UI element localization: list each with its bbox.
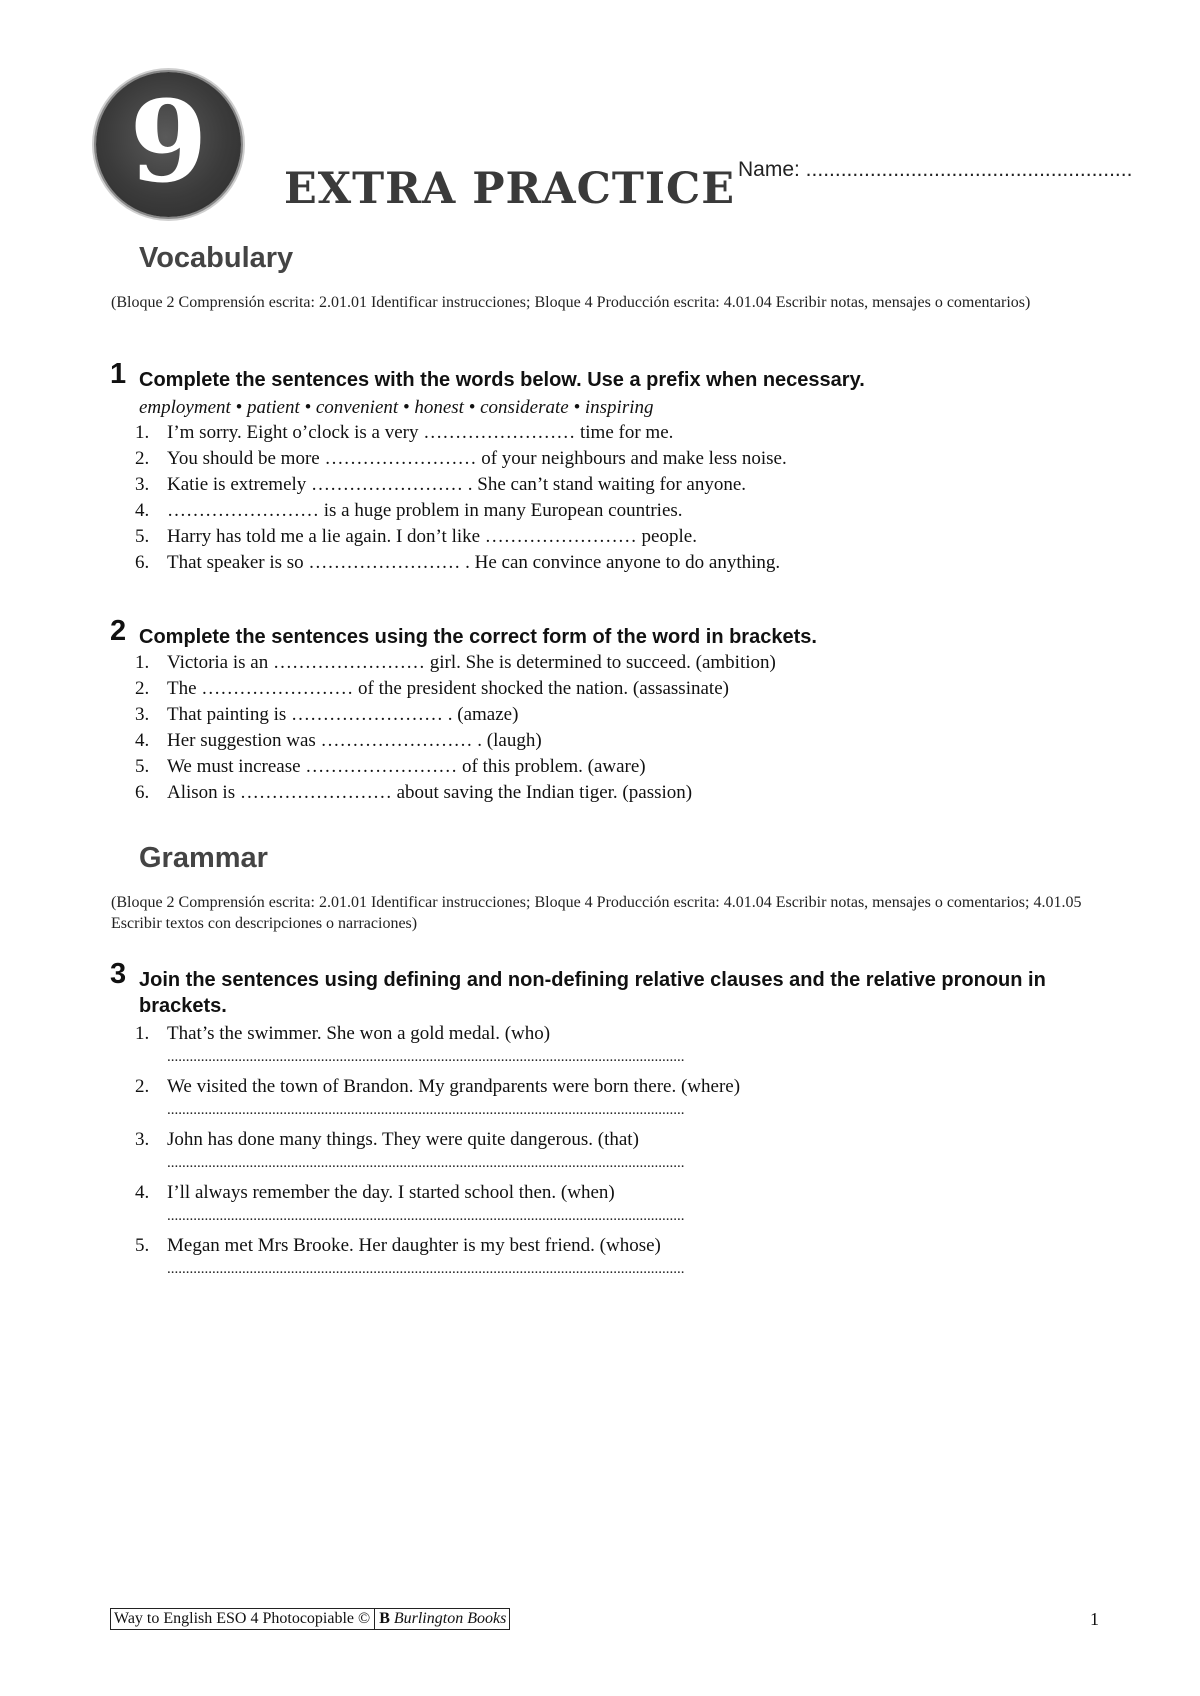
- item-number: 4.: [135, 1182, 150, 1203]
- list-item: [110, 524, 1110, 550]
- answer-line[interactable]: ..........................................................................................................................................: [167, 1261, 685, 1277]
- item-text: You should be more …………………… of your neighbours and make less noise.: [167, 448, 787, 469]
- item-number: 5.: [135, 526, 150, 547]
- book-title: Way to English ESO 4: [114, 1610, 259, 1627]
- item-text: I’ll always remember the day. I started school then. (when): [167, 1182, 615, 1203]
- divider: [374, 1609, 375, 1629]
- exercise-3-items: [110, 1021, 1110, 1279]
- item-number: 3.: [135, 1129, 150, 1150]
- exercise-1-items: [110, 420, 1110, 576]
- item-number: 2.: [135, 448, 150, 469]
- item-number: 5.: [135, 756, 150, 777]
- grammar-heading: Grammar: [139, 842, 268, 874]
- item-number: 6.: [135, 782, 150, 803]
- item-text: Alison is …………………… about saving the Indian tiger. (passion): [167, 782, 693, 803]
- exercise-number: 3: [110, 958, 127, 990]
- footer-credit: [110, 1608, 510, 1630]
- item-number: 3.: [135, 474, 150, 495]
- exercise-2: [110, 615, 1110, 806]
- answer-line[interactable]: ..........................................................................................................................................: [167, 1102, 685, 1118]
- answer-line[interactable]: ..........................................................................................................................................: [167, 1208, 685, 1224]
- word-bank: employment • patient • convenient • honest • considerate • inspiring: [139, 397, 654, 418]
- list-item: [110, 676, 1110, 702]
- list-item: [110, 780, 1110, 806]
- item-text: That speaker is so …………………… . He can convince anyone to do anything.: [167, 552, 781, 573]
- exercise-instruction: Complete the sentences with the words below. Use a prefix when necessary.: [139, 369, 865, 391]
- item-number: 1.: [135, 422, 150, 443]
- list-item: [110, 1074, 1110, 1120]
- item-text: We visited the town of Brandon. My grandparents were born there. (where): [167, 1076, 741, 1097]
- list-item: [110, 650, 1110, 676]
- grammar-curriculum-note: (Bloque 2 Comprensión escrita: 2.01.01 Identificar instrucciones; Bloque 4 Producción escrita: 4.01.04 Escribir notas, mensajes o comentarios; 4.01.05 Escribir textos con descripciones o narraciones): [111, 894, 1082, 932]
- publisher-name: Burlington Books: [393, 1610, 507, 1627]
- list-item: [110, 702, 1110, 728]
- item-text: I’m sorry. Eight o’clock is a very …………………… time for me.: [167, 422, 674, 443]
- list-item: [110, 1021, 1110, 1067]
- item-text: Harry has told me a lie again. I don’t like …………………… people.: [167, 526, 697, 547]
- item-number: 1.: [135, 1023, 150, 1044]
- item-number: 6.: [135, 552, 150, 573]
- unit-number: 9: [129, 77, 208, 208]
- exercise-1-instruction-row: [110, 358, 1110, 393]
- list-item: [110, 728, 1110, 754]
- list-item: [110, 1127, 1110, 1173]
- item-text: We must increase …………………… of this problem. (aware): [167, 756, 646, 777]
- item-text: That painting is …………………… . (amaze): [167, 704, 519, 725]
- unit-number-badge: [96, 72, 241, 217]
- list-item: [110, 498, 1110, 524]
- item-number: 2.: [135, 678, 150, 699]
- item-number: 4.: [135, 730, 150, 751]
- exercise-number: 1: [110, 358, 127, 390]
- list-item: [110, 1233, 1110, 1279]
- publisher-logo: B: [379, 1610, 390, 1627]
- list-item: [110, 1180, 1110, 1226]
- exercise-2-items: [110, 650, 1110, 806]
- exercise-3-instruction-row: [110, 958, 1089, 1019]
- list-item: [110, 472, 1110, 498]
- exercise-2-instruction-row: [110, 615, 1110, 650]
- item-number: 1.: [135, 652, 150, 673]
- item-number: 4.: [135, 500, 150, 521]
- list-item: [110, 446, 1110, 472]
- answer-line[interactable]: ..........................................................................................................................................: [167, 1049, 685, 1065]
- exercise-instruction: Join the sentences using defining and non-defining relative clauses and the relative pronoun in brackets.: [139, 969, 1046, 1017]
- list-item: [110, 550, 1110, 576]
- vocabulary-curriculum-note: (Bloque 2 Comprensión escrita: 2.01.01 Identificar instrucciones; Bloque 4 Producción escrita: 4.01.04 Escribir notas, mensajes o comentarios): [111, 294, 1031, 311]
- answer-line[interactable]: ..........................................................................................................................................: [167, 1155, 685, 1171]
- item-text: Katie is extremely …………………… . She can’t stand waiting for anyone.: [167, 474, 747, 495]
- item-text: …………………… is a huge problem in many European countries.: [167, 500, 683, 521]
- item-number: 2.: [135, 1076, 150, 1097]
- vocabulary-heading: Vocabulary: [139, 242, 294, 274]
- photocopiable-note: Photocopiable ©: [262, 1610, 371, 1627]
- exercise-1: [110, 358, 1110, 576]
- item-number: 3.: [135, 704, 150, 725]
- item-text: That’s the swimmer. She won a gold medal. (who): [167, 1023, 551, 1044]
- page-title: EXTRA PRACTICE: [284, 164, 735, 214]
- page-number: 1: [1090, 1609, 1099, 1629]
- exercise-number: 2: [110, 615, 127, 647]
- list-item: [110, 754, 1110, 780]
- exercise-3: [110, 958, 1110, 1286]
- exercise-instruction: Complete the sentences using the correct form of the word in brackets.: [139, 626, 817, 648]
- item-text: Her suggestion was …………………… . (laugh): [167, 730, 542, 751]
- item-number: 5.: [135, 1235, 150, 1256]
- item-text: The …………………… of the president shocked the nation. (assassinate): [167, 678, 729, 699]
- item-text: John has done many things. They were quite dangerous. (that): [167, 1129, 639, 1150]
- item-text: Victoria is an …………………… girl. She is determined to succeed. (ambition): [167, 652, 776, 673]
- list-item: [110, 420, 1110, 446]
- name-field-label: Name: ........................................................: [738, 158, 1133, 181]
- item-text: Megan met Mrs Brooke. Her daughter is my best friend. (whose): [167, 1235, 661, 1256]
